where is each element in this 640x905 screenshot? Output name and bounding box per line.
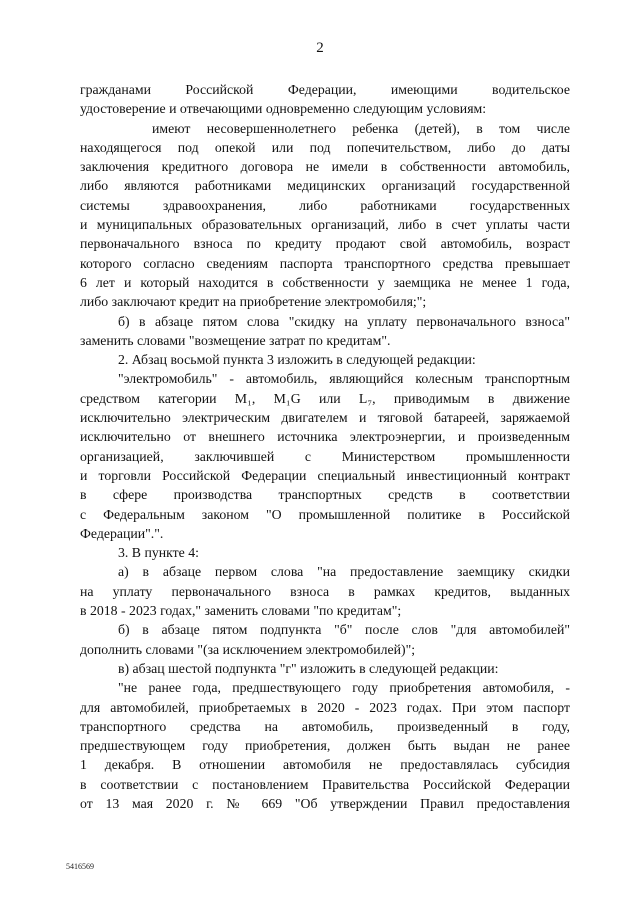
text-line: заменить словами "возмещение затрат по кредитам". [80,332,391,348]
text-line: а) в абзаце первом слова "на предоставление заемщику скидки [118,564,570,580]
text-line: 1 декабря. В отношении автомобиля не предоставлялась субсидия [80,757,570,773]
text-line: дополнить словами "(за исключением электромобилей)"; [80,641,416,657]
text-line: либо заключают кредит на приобретение электромобиля;"; [80,294,427,310]
text-line: с Федеральным законом "О промышленной политике в Российской [80,506,570,522]
document-code: 5416569 [66,862,94,871]
text-line: гражданами Российской Федерации, имеющими водительское [80,82,570,97]
text-line: б) в абзаце пятом слова "скидку на уплату первоначального взноса" [118,313,570,329]
text-line: находящегося под опекой или под попечительством, либо до даты [80,139,570,155]
text-line: в 2018 - 2023 годах," заменить словами "по кредитам"; [80,603,402,619]
text-line: 6 лет и который находится в собственности у заемщика не менее 1 года, [80,274,570,290]
text-line: транспортного средства на автомобиль, произведенный в году, [80,718,570,734]
page-number: 2 [316,40,324,56]
text-line: на уплату первоначального взноса в рамках кредитов, выданных [80,583,570,599]
text-line: организацией, заключившей с Министерством промышленности [80,448,570,464]
text-line: системы здравоохранения, либо работниками государственных [80,197,570,213]
text-line: от 13 мая 2020 г. № 669 "Об утверждении Правил предоставления [80,795,570,811]
text-line: либо являются работниками медицинских организаций государственной [80,178,570,194]
text-line: предшествующем году приобретения, должен быть выдан не ранее [80,738,570,754]
text-line: Федерации".". [80,525,164,541]
text-line: "электромобиль" - автомобиль, являющийся колесным транспортным [118,371,570,387]
text-line: заключения кредитного договора не имели в собственности автомобиль, [80,159,570,175]
text-line: которого согласно сведениям паспорта транспортного средства превышает [80,255,570,271]
text-line: удостоверение и отвечающими одновременно следующим условиям: [80,101,487,117]
text-line: 2. Абзац восьмой пункта 3 изложить в следующей редакции: [118,352,476,368]
text-line: в сфере производства транспортных средств в соответствии [80,487,570,503]
text-line: средством категории M₁, M₁G или L₇, приводимым в движение [80,390,570,406]
text-line: имеют несовершеннолетнего ребенка (детей), в том числе [152,120,570,136]
text-line: для автомобилей, приобретаемых в 2020 - 2023 годах. При этом паспорт [80,699,570,715]
text-line: исключительно от внешнего источника электроэнергии, и произведенным [80,429,570,445]
text-line: первоначального взноса по кредиту продают свой автомобиль, возраст [80,236,570,252]
text-line: и торговли Российской Федерации специальный инвестиционный контракт [80,467,570,483]
text-line: и муниципальных образовательных организаций, либо в счет уплаты части [80,217,570,233]
text-line: б) в абзаце пятом подпункта "б" после слов "для автомобилей" [118,622,570,638]
text-line: в) абзац шестой подпункта "г" изложить в следующей редакции: [118,660,499,676]
text-line: "не ранее года, предшествующего году приобретения автомобиля, - [118,680,570,696]
text-line: 3. В пункте 4: [118,545,199,561]
text-line: в соответствии с постановлением Правительства Российской Федерации [80,776,570,792]
document-body [80,80,570,813]
text-line: исключительно электрическим двигателем и тяговой батареей, заряжаемой [80,410,570,426]
